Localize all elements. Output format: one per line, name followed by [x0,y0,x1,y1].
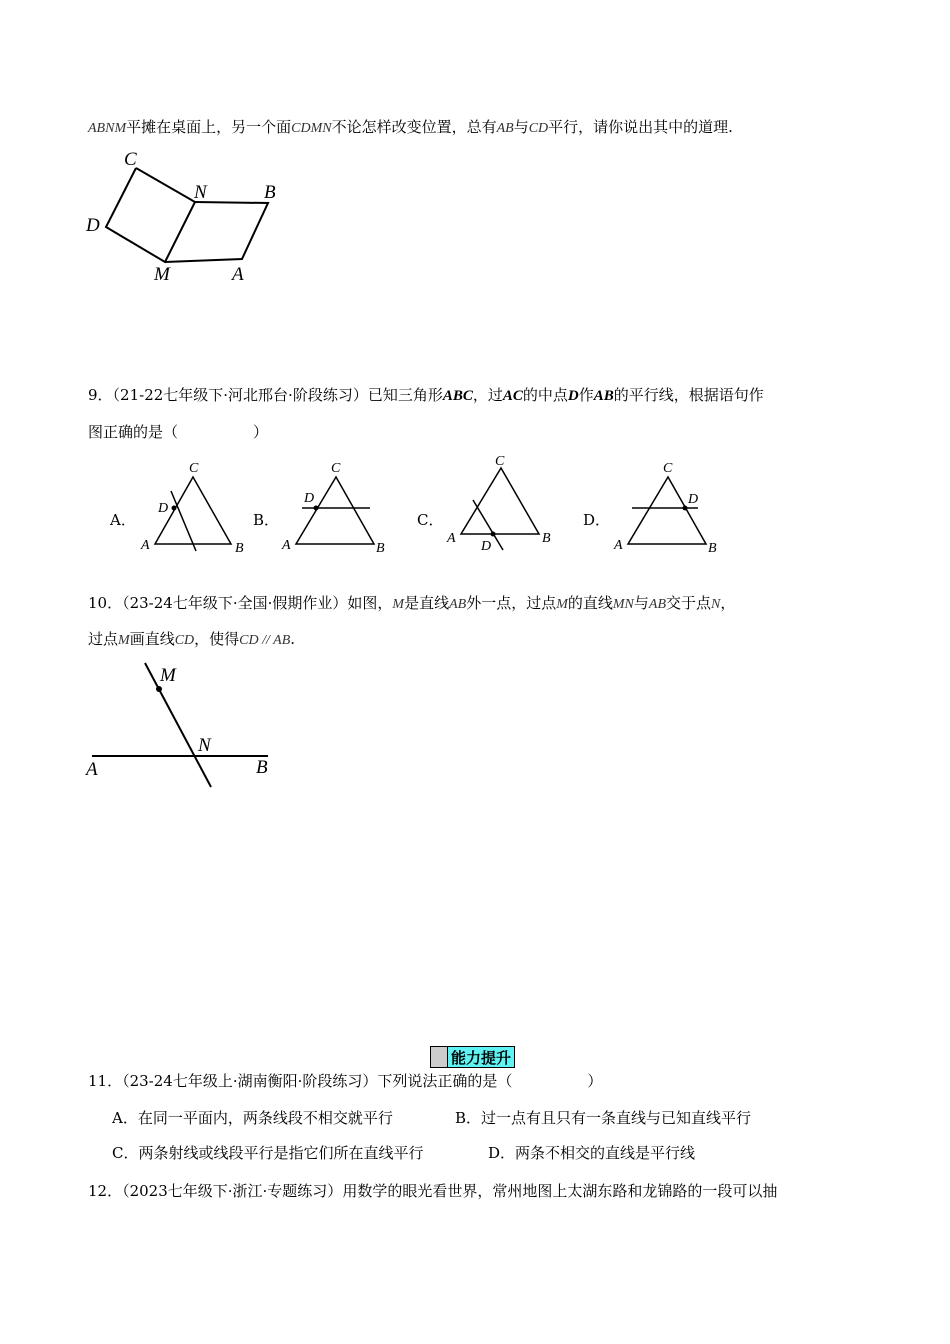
svg-text:A: A [141,538,150,553]
q12-text: 12．（2023七年级下·浙江·专题练习）用数学的眼光看世界，常州地图上太湖东路和龙锦路的一段可以抽 [88,1182,778,1200]
q8-label-d: D [86,215,100,236]
q9-option-c-label[interactable]: C． [417,511,444,529]
svg-text:D: D [481,539,492,554]
point-d [314,506,319,511]
triangle [296,477,374,544]
q11-source: （23-24七年级上·湖南衡阳·阶段练习） [122,1072,378,1090]
q9-source: （21-22七年级下·河北邢台·阶段练习） [112,386,368,404]
svg-text:D: D [158,501,169,516]
point-d [491,532,496,537]
svg-text:C: C [331,461,341,476]
q10-text-line2: 过点M画直线CD，使得CD // AB. [88,630,296,648]
q8-label-a: A [232,264,244,285]
svg-text:C: C [663,461,673,476]
line-mn [145,663,211,787]
svg-text:A: A [86,759,98,780]
svg-text:B: B [542,531,551,546]
q8-face1: ABNM [88,121,127,136]
q9-option-d-label[interactable]: D． [583,511,611,529]
q8-label-b: B [264,182,276,203]
q8-face2: CDMN [291,121,332,136]
q9-figure-b[interactable] [278,455,398,555]
q8-seg1: AB [496,121,514,136]
section-heading [430,1046,515,1068]
q9-option-b-label[interactable]: B． [253,511,280,529]
q10-source: （23-24七年级下·全国·假期作业） [122,594,348,612]
svg-text:A: A [447,531,456,546]
svg-text:C: C [495,454,505,469]
q12-source: （2023七年级下·浙江·专题练习） [122,1182,343,1200]
q9-option-a-label[interactable]: A． [110,511,136,529]
point-d [683,506,688,511]
q8-label-m: M [154,264,170,285]
svg-text:A: A [282,538,291,553]
svg-text:N: N [198,735,211,756]
q8-label-n: N [194,182,207,203]
svg-text:C: C [189,461,199,476]
svg-text:B: B [376,541,385,555]
q11-option-c[interactable]: C．两条射线或线段平行是指它们所在直线平行 [112,1144,424,1162]
q9-figure-d[interactable] [610,455,730,555]
q8-face-cdmn [106,168,195,262]
q11-option-b[interactable]: B．过一点有且只有一条直线与已知直线平行 [455,1109,752,1127]
svg-text:B: B [708,541,717,555]
triangle [628,477,706,544]
svg-text:D: D [688,492,699,507]
q10-figure [80,655,290,795]
q8-figure [80,145,300,290]
q8-label-c: C [124,149,137,170]
q9-text: 9．（21-22七年级下·河北邢台·阶段练习）已知三角形ABC，过AC的中点D作AB的平行线，根据语句作 [88,386,764,404]
svg-text:B: B [235,541,244,555]
q11-option-a[interactable]: A．在同一平面内，两条线段不相交就平行 [112,1109,393,1127]
triangle [461,468,539,534]
section-title: 能力提升 [451,1048,512,1067]
svg-text:A: A [614,538,623,553]
drawn-line [171,491,196,551]
section-box [431,1047,448,1067]
q9-figure-c[interactable] [443,450,563,555]
q11-text: 11．（23-24七年级上·湖南衡阳·阶段练习）下列说法正确的是（ ） [88,1072,603,1090]
point-d [172,506,177,511]
svg-text:M: M [160,665,176,686]
q9-figure-a[interactable] [135,455,255,555]
svg-text:B: B [256,757,268,778]
point-m [156,686,162,692]
q11-option-d[interactable]: D．两条不相交的直线是平行线 [488,1144,696,1162]
q9-text-line2: 图正确的是（ ） [88,423,269,441]
q10-text: 10．（23-24七年级下·全国·假期作业）如图，M是直线AB外一点，过点M的直线MN与AB交于点N， [88,594,736,612]
svg-text:D: D [304,491,315,506]
q8-text: ABNM平摊在桌面上，另一个面CDMN不论怎样改变位置，总有AB与CD平行，请你说出其中的道理. [88,118,733,136]
q8-seg2: CD [528,121,549,136]
